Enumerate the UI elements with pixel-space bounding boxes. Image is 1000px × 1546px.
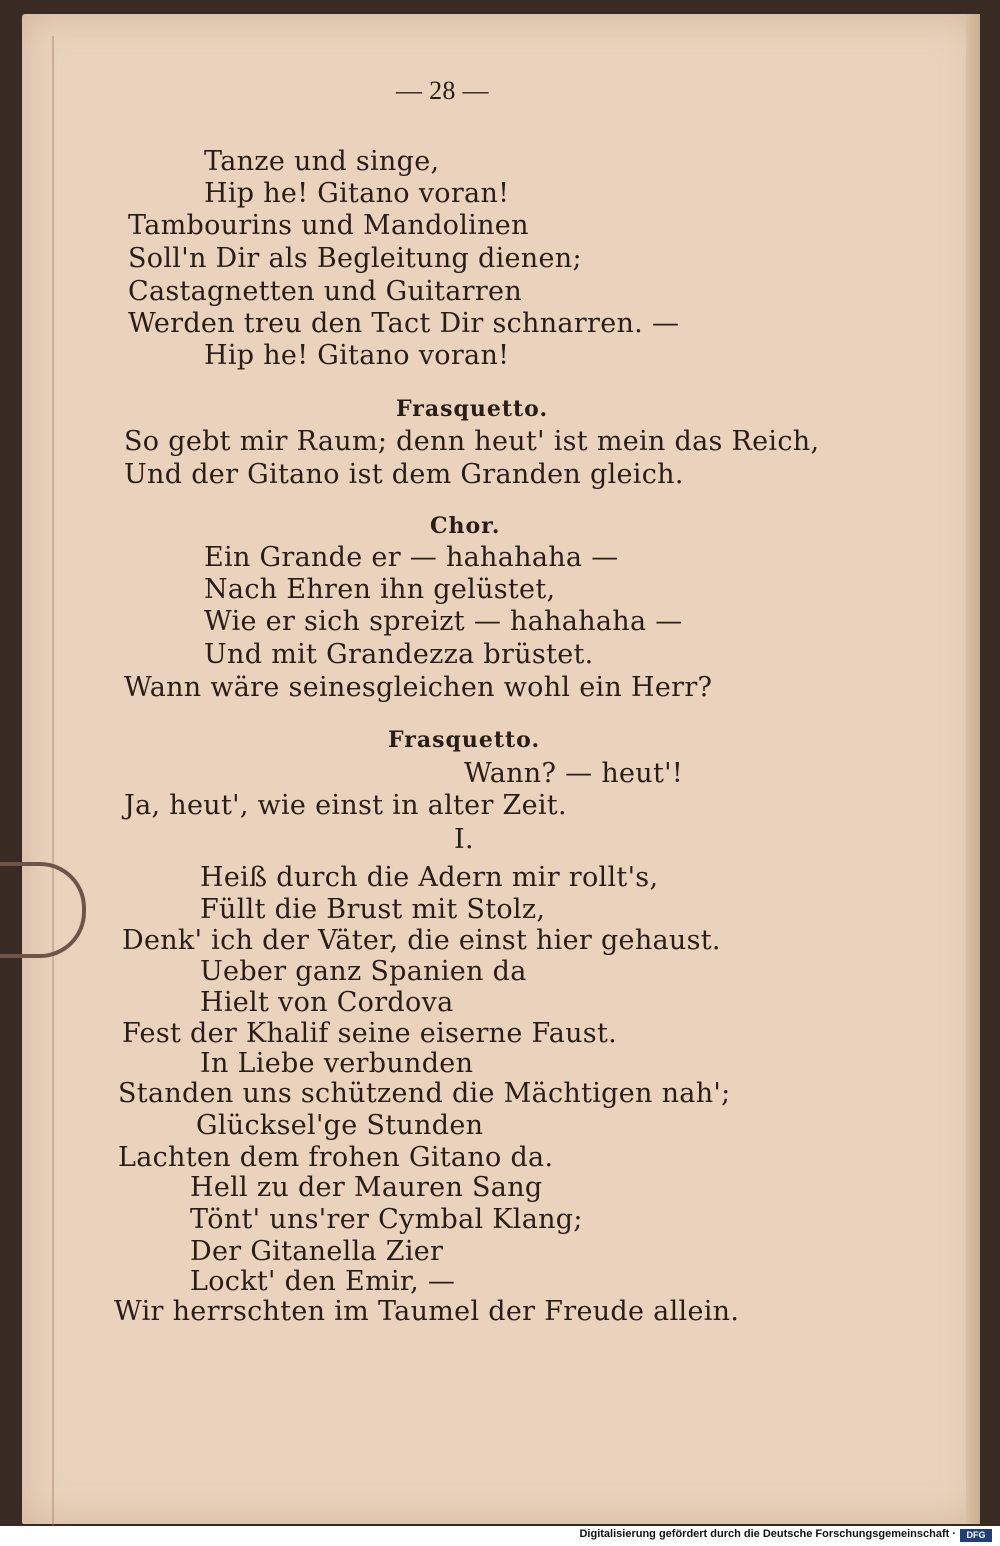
text-line: Wir herrschten im Taumel der Freude allein. (114, 1296, 740, 1327)
text-line: Fest der Khalif seine eiserne Faust. (122, 1018, 617, 1049)
page-margin-line (52, 36, 54, 1526)
text-line: Hielt von Cordova (200, 987, 454, 1018)
page-number: — 28 — (396, 76, 489, 105)
speaker-heading: Frasquetto. (396, 396, 549, 422)
text-line: Nach Ehren ihn gelüstet, (204, 574, 556, 605)
footer-credit: Digitalisierung gefördert durch die Deutsche Forschungsgemeinschaft · (579, 1528, 956, 1540)
speaker-heading: Frasquetto. (388, 727, 541, 753)
text-line: Glücksel'ge Stunden (196, 1110, 484, 1141)
text-line: Ein Grande er — hahahaha — (204, 542, 619, 573)
text-line: Tanze und singe, (204, 146, 440, 177)
text-line: Soll'n Dir als Begleitung dienen; (128, 243, 582, 274)
text-line: Standen uns schützend die Mächtigen nah'; (118, 1078, 731, 1109)
section-numeral: I. (454, 824, 474, 855)
page-edge (966, 14, 980, 1524)
text-line: Lachten dem frohen Gitano da. (118, 1142, 554, 1173)
text-line: Ueber ganz Spanien da (200, 956, 527, 987)
speaker-heading: Chor. (430, 513, 501, 539)
text-line: Hip he! Gitano voran! (204, 178, 510, 209)
text-line: Und der Gitano ist dem Granden gleich. (124, 459, 684, 490)
text-line: Lockt' den Emir, — (190, 1266, 456, 1297)
text-line: In Liebe verbunden (200, 1048, 474, 1079)
text-line: Castagnetten und Guitarren (128, 276, 523, 307)
text-line: Tönt' uns'rer Cymbal Klang; (190, 1204, 583, 1235)
text-line: Wann wäre seinesgleichen wohl ein Herr? (124, 672, 713, 703)
paper-clip-icon (0, 862, 86, 958)
text-line: Der Gitanella Zier (190, 1236, 444, 1267)
text-line: So gebt mir Raum; denn heut' ist mein das Reich, (124, 426, 820, 457)
text-line: Und mit Grandezza brüstet. (204, 639, 594, 670)
text-line: Wann? — heut'! (464, 758, 684, 789)
text-line: Hell zu der Mauren Sang (190, 1172, 543, 1203)
text-line: Heiß durch die Adern mir rollt's, (200, 862, 659, 893)
text-line: Füllt die Brust mit Stolz, (200, 894, 546, 925)
footer-bar (0, 1526, 1000, 1546)
text-line: Tambourins und Mandolinen (128, 210, 529, 241)
text-line: Denk' ich der Väter, die einst hier gehaust. (122, 925, 721, 956)
text-line: Hip he! Gitano voran! (204, 340, 510, 371)
text-line: Wie er sich spreizt — hahahaha — (204, 606, 683, 637)
dfg-logo-icon: DFG (960, 1529, 992, 1542)
text-line: Werden treu den Tact Dir schnarren. — (128, 308, 680, 339)
text-line: Ja, heut', wie einst in alter Zeit. (124, 790, 567, 821)
